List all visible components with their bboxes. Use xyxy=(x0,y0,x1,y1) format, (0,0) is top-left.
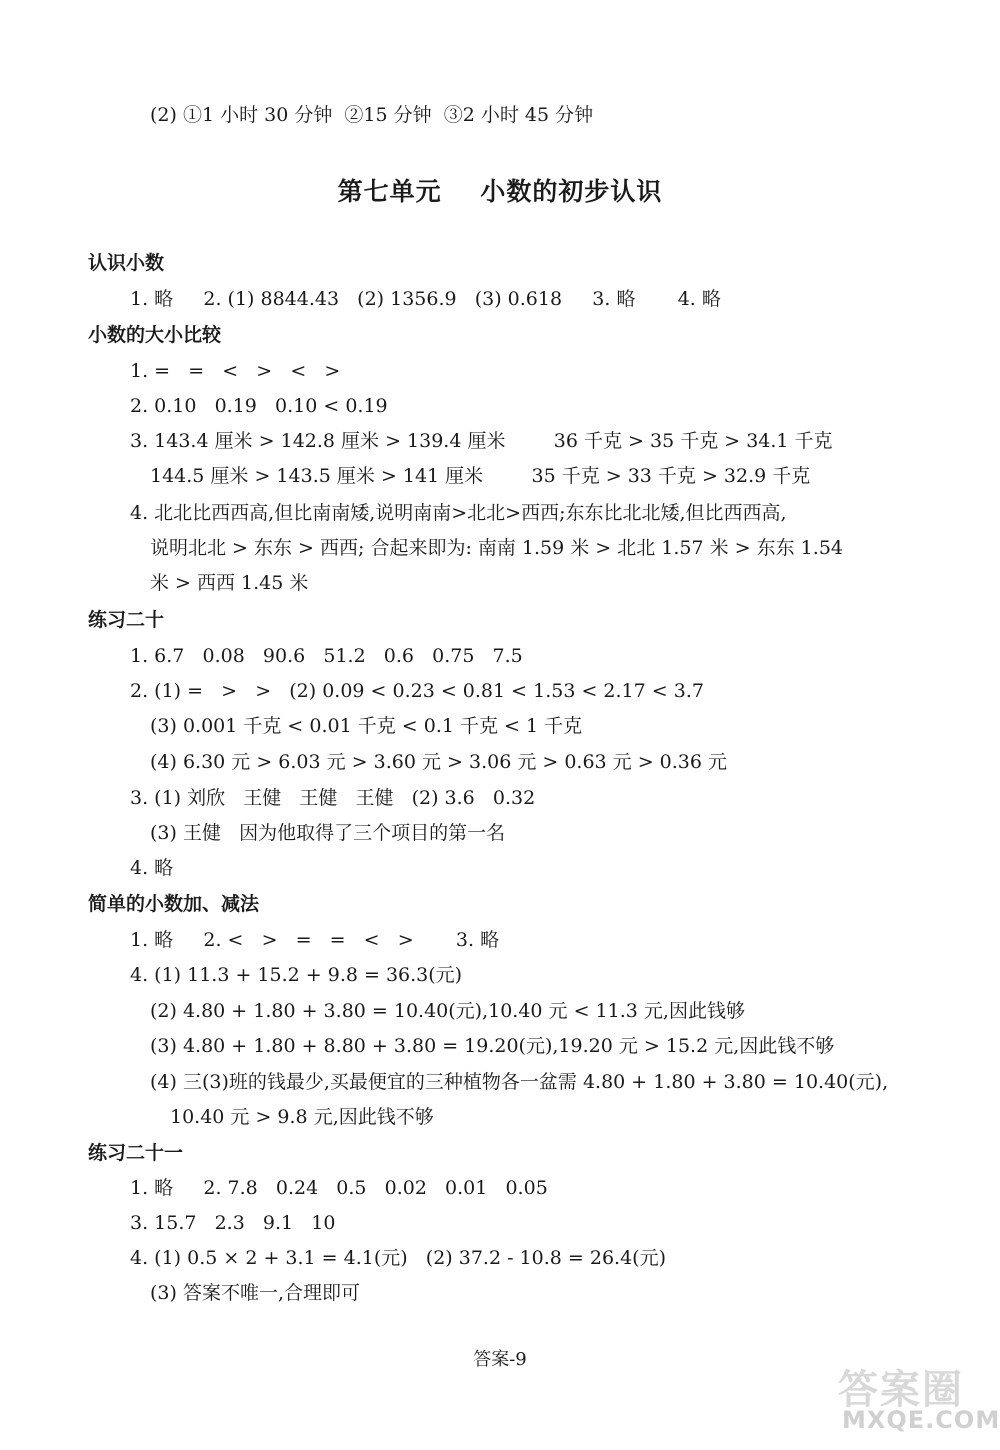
answer-line: 4. (1) 0.5 × 2 + 3.1 = 4.1(元) (2) 37.2 - 10.8 = 26.4(元) xyxy=(130,1247,666,1269)
answer-line: (3) 答案不唯一,合理即可 xyxy=(150,1282,360,1304)
section-heading: 简单的小数加、减法 xyxy=(88,893,260,915)
answer-line: (4) 6.30 元 > 6.03 元 > 3.60 元 > 3.06 元 > 0.63 元 > 0.36 元 xyxy=(150,751,728,773)
section-heading: 认识小数 xyxy=(88,252,165,274)
section-heading: 练习二十 xyxy=(88,609,165,631)
answer-line: (3) 0.001 千克 < 0.01 千克 < 0.1 千克 < 1 千克 xyxy=(150,715,583,737)
answer-line: 10.40 元 > 9.8 元,因此钱不够 xyxy=(170,1106,434,1128)
page-number: 答案-9 xyxy=(473,1349,527,1370)
answer-line: (3) 王健 因为他取得了三个项目的第一名 xyxy=(150,822,506,844)
section-heading: 练习二十一 xyxy=(88,1142,184,1164)
top-line: (2) ①1 小时 30 分钟 ②15 分钟 ③2 小时 45 分钟 xyxy=(150,104,594,126)
answer-line: (3) 4.80 + 1.80 + 8.80 + 3.80 = 19.20(元),19.20 元 > 15.2 元,因此钱不够 xyxy=(150,1035,835,1057)
section-heading: 小数的大小比较 xyxy=(88,324,222,346)
answer-line: 1. 略 2. (1) 8844.43 (2) 1356.9 (3) 0.618 3. 略 4. 略 xyxy=(130,288,721,310)
watermark-text: 答案圈 xyxy=(838,1367,964,1413)
answer-line: 3. 143.4 厘米 > 142.8 厘米 > 139.4 厘米 36 千克 > 35 千克 > 34.1 千克 xyxy=(130,430,833,452)
unit-title: 第七单元 小数的初步认识 xyxy=(337,177,663,206)
answer-line: 1. = = < > < > xyxy=(130,360,341,382)
answer-line: 1. 略 2. 7.8 0.24 0.5 0.02 0.01 0.05 xyxy=(130,1177,548,1199)
answer-line: 3. (1) 刘欣 王健 王健 王健 (2) 3.6 0.32 xyxy=(130,787,536,809)
watermark-url: MXQE.COM xyxy=(842,1406,1000,1434)
answer-line: 说明北北 > 东东 > 西西; 合起来即为: 南南 1.59 米 > 北北 1.57 米 > 东东 1.54 xyxy=(150,537,843,559)
watermark-logo xyxy=(838,1358,1000,1438)
answer-line: 144.5 厘米 > 143.5 厘米 > 141 厘米 35 千克 > 33 千克 > 32.9 千克 xyxy=(150,465,811,487)
answer-line: 4. 北北比西西高,但比南南矮,说明南南>北北>西西;东东比北北矮,但比西西高, xyxy=(130,502,787,524)
answer-line: (4) 三(3)班的钱最少,买最便宜的三种植物各一盆需 4.80 + 1.80 + 3.80 = 10.40(元), xyxy=(150,1071,889,1093)
answer-line: 3. 15.7 2.3 9.1 10 xyxy=(130,1212,336,1234)
answer-line: 4. 略 xyxy=(130,857,174,879)
answer-line: 1. 6.7 0.08 90.6 51.2 0.6 0.75 7.5 xyxy=(130,645,523,667)
answer-line: 米 > 西西 1.45 米 xyxy=(150,572,309,594)
answer-line: 2. 0.10 0.19 0.10 < 0.19 xyxy=(130,395,388,417)
answer-line: 2. (1) = > > (2) 0.09 < 0.23 < 0.81 < 1.53 < 2.17 < 3.7 xyxy=(130,680,704,702)
answer-line: 4. (1) 11.3 + 15.2 + 9.8 = 36.3(元) xyxy=(130,964,463,986)
answer-line: 1. 略 2. < > = = < > 3. 略 xyxy=(130,929,500,951)
answer-line: (2) 4.80 + 1.80 + 3.80 = 10.40(元),10.40 元 < 11.3 元,因此钱够 xyxy=(150,1000,745,1022)
